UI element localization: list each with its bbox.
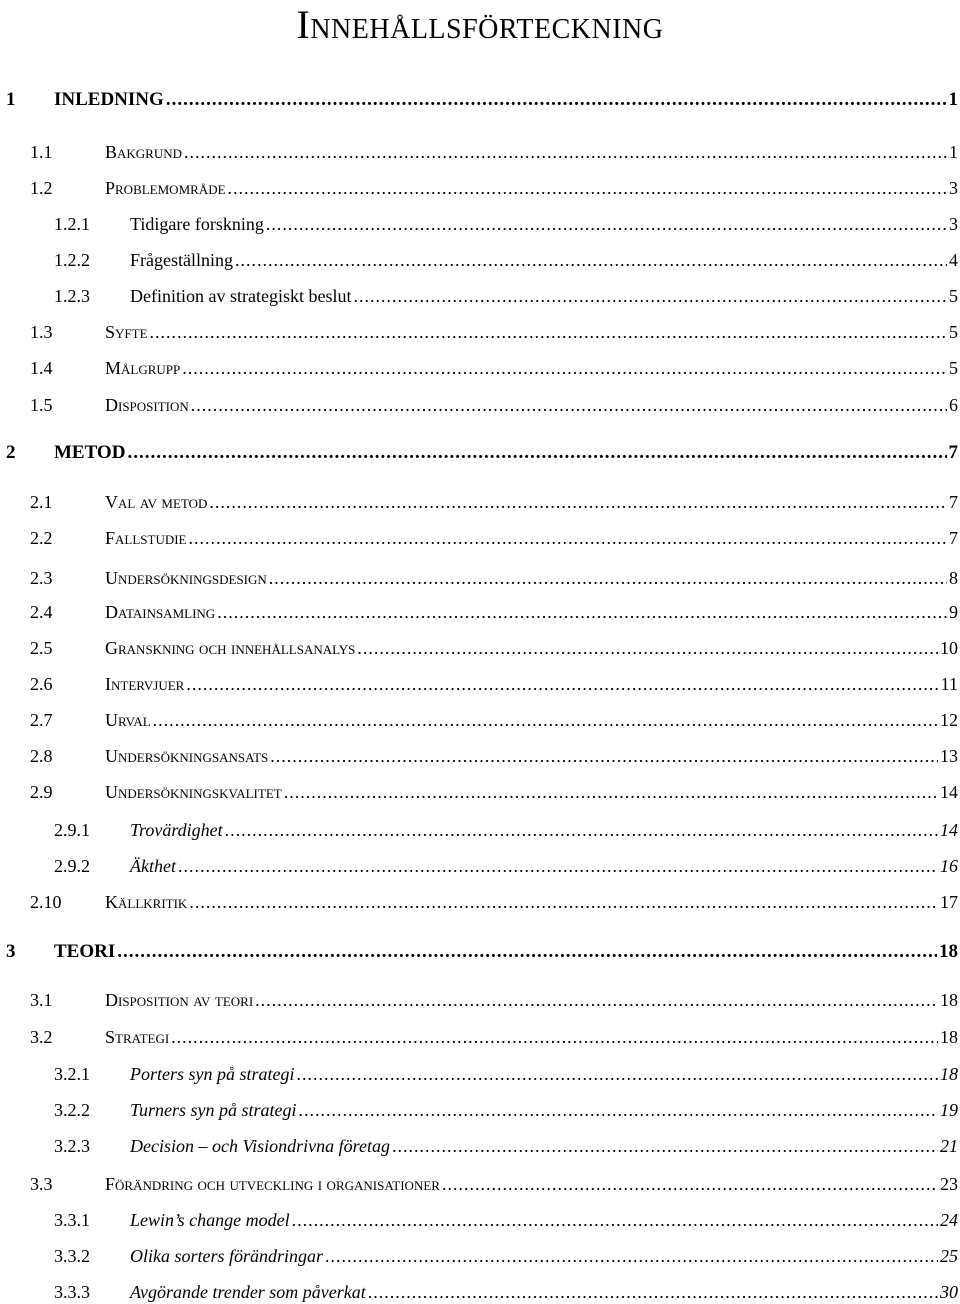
toc-entry-page: 6 — [949, 395, 958, 415]
toc-leader-dots — [270, 744, 938, 768]
toc-leader-dots — [266, 212, 947, 236]
toc-entry-number: 2.10 — [30, 892, 62, 912]
toc-entry-number: 2.9.1 — [54, 820, 90, 840]
toc-entry[interactable] — [30, 744, 958, 768]
toc-entry[interactable] — [54, 1208, 958, 1232]
toc-entry[interactable] — [54, 1244, 958, 1268]
toc-entry-page: 3 — [949, 214, 958, 234]
toc-entry-number: 2.2 — [30, 528, 53, 548]
toc-entry[interactable] — [30, 600, 958, 624]
toc-entry-label: Förändring och utveckling i organisationer — [105, 1174, 440, 1194]
toc-entry-page: 11 — [940, 674, 958, 694]
toc-entry-page: 7 — [948, 442, 958, 463]
toc-entry-label: Undersökningsansats — [105, 746, 269, 766]
toc-entry[interactable] — [30, 526, 958, 550]
toc-entry-number: 3 — [6, 941, 16, 962]
toc-entry[interactable] — [30, 1025, 958, 1049]
toc-leader-dots — [235, 248, 947, 272]
toc-entry-page: 14 — [940, 782, 958, 802]
toc-entry-page: 18 — [939, 941, 958, 962]
toc-entry-number: 2.9.2 — [54, 856, 90, 876]
toc-entry-number: 2 — [6, 442, 16, 463]
toc-entry-number: 3.2.3 — [54, 1136, 90, 1156]
toc-entry-number: 2.1 — [30, 492, 53, 512]
toc-entry-label: Problemområde — [105, 178, 226, 198]
toc-leader-dots — [225, 818, 938, 842]
toc-entry[interactable] — [54, 854, 958, 878]
toc-entry-label: Syfte — [105, 322, 148, 342]
toc-entry[interactable] — [54, 248, 958, 272]
toc-leader-dots — [117, 940, 937, 964]
toc-entry-number: 3.2.2 — [54, 1100, 90, 1120]
toc-leader-dots — [209, 490, 947, 514]
toc-entry-number: 1.2.2 — [54, 250, 90, 270]
toc-entry-page: 18 — [940, 990, 958, 1010]
toc-entry[interactable] — [30, 356, 958, 380]
toc-leader-dots — [357, 636, 938, 660]
toc-entry-page: 10 — [940, 638, 958, 658]
toc-entry[interactable] — [54, 284, 958, 308]
toc-entry-label: Olika sorters förändringar — [130, 1246, 324, 1266]
toc-entry-page: 1 — [949, 142, 958, 162]
toc-leader-dots — [189, 526, 948, 550]
toc-entry-label: Målgrupp — [105, 358, 181, 378]
toc-entry-number: 2.3 — [30, 568, 53, 588]
toc-entry-page: 3 — [949, 178, 958, 198]
toc-entry-number: 2.6 — [30, 674, 53, 694]
toc-entry[interactable] — [6, 940, 958, 964]
toc-entry-label: Urval — [105, 710, 151, 730]
toc-entry-label: Fallstudie — [105, 528, 187, 548]
toc-leader-dots — [297, 1062, 939, 1086]
toc-entry-number: 1.2.3 — [54, 286, 90, 306]
toc-entry-page: 1 — [948, 89, 958, 110]
toc-entry-label: Äkthet — [130, 856, 176, 876]
toc-entry[interactable] — [6, 88, 958, 112]
toc-entry-label: Disposition av teori — [105, 990, 254, 1010]
toc-leader-dots — [127, 441, 946, 465]
toc-leader-dots — [150, 320, 947, 344]
toc-entry-page: 16 — [940, 856, 958, 876]
toc-leader-dots — [442, 1172, 938, 1196]
toc-entry-number: 3.3.3 — [54, 1282, 90, 1302]
toc-entry-page: 7 — [949, 528, 958, 548]
toc-entry[interactable] — [30, 890, 958, 914]
toc-leader-dots — [171, 1025, 938, 1049]
toc-entry-number: 2.4 — [30, 602, 53, 622]
toc-entry[interactable] — [30, 988, 958, 1012]
toc-leader-dots — [228, 176, 947, 200]
toc-entry-page: 21 — [940, 1136, 958, 1156]
toc-entry[interactable] — [30, 780, 958, 804]
toc-entry[interactable] — [54, 1280, 958, 1304]
toc-entry-page: 25 — [940, 1246, 958, 1266]
toc-entry-number: 2.9 — [30, 782, 53, 802]
toc-entry-page: 5 — [949, 358, 958, 378]
toc-entry-label: Intervjuer — [105, 674, 185, 694]
toc-leader-dots — [325, 1244, 938, 1268]
toc-entry-number: 1.2 — [30, 178, 53, 198]
toc-leader-dots — [153, 708, 938, 732]
toc-entry-page: 18 — [940, 1064, 958, 1084]
toc-entry-number: 3.3 — [30, 1174, 53, 1194]
toc-leader-dots — [284, 780, 938, 804]
toc-entry[interactable] — [30, 708, 958, 732]
toc-entry-number: 1 — [6, 89, 16, 110]
toc-leader-dots — [189, 890, 938, 914]
toc-entry-number: 3.3.1 — [54, 1210, 90, 1230]
toc-entry-page: 7 — [949, 492, 958, 512]
toc-entry-number: 1.3 — [30, 322, 53, 342]
toc-entry[interactable] — [30, 566, 958, 590]
toc-entry-page: 14 — [940, 820, 958, 840]
toc-entry-page: 9 — [949, 602, 958, 622]
toc-entry-label: Trovärdighet — [130, 820, 223, 840]
toc-entry-page: 4 — [949, 250, 958, 270]
toc-entry[interactable] — [6, 441, 958, 465]
toc-entry-label: Bakgrund — [105, 142, 183, 162]
toc-entry[interactable] — [30, 490, 958, 514]
toc-entry-page: 5 — [949, 322, 958, 342]
toc-entry-label: METOD — [54, 442, 126, 463]
toc-entry-number: 3.2 — [30, 1027, 53, 1047]
toc-entry-number: 1.1 — [30, 142, 53, 162]
toc-leader-dots — [392, 1134, 938, 1158]
toc-entry-label: Avgörande trender som påverkat — [130, 1282, 366, 1302]
toc-entry-label: Decision – och Visiondrivna företag — [130, 1136, 390, 1156]
toc-leader-dots — [217, 600, 947, 624]
toc-entry-label: Datainsamling — [105, 602, 216, 622]
toc-entry[interactable] — [30, 176, 958, 200]
toc-entry-label: Val av metod — [105, 492, 208, 512]
toc-entry-number: 3.3.2 — [54, 1246, 90, 1266]
toc-entry[interactable] — [30, 140, 958, 164]
toc-entry-page: 8 — [949, 568, 958, 588]
toc-entry-page: 19 — [940, 1100, 958, 1120]
toc-leader-dots — [166, 88, 947, 112]
toc-entry-label: TEORI — [54, 941, 116, 962]
toc-leader-dots — [191, 393, 947, 417]
toc-entry-label: Turners syn på strategi — [130, 1100, 297, 1120]
toc-entry-label: Undersökningsdesign — [105, 568, 267, 588]
toc-leader-dots — [269, 566, 947, 590]
toc-entry[interactable] — [30, 636, 958, 660]
toc-entry-label: Källkritik — [105, 892, 188, 912]
toc-entry[interactable] — [30, 672, 958, 696]
toc-entry-number: 2.5 — [30, 638, 53, 658]
toc-entry-number: 1.5 — [30, 395, 53, 415]
toc-leader-dots — [186, 672, 938, 696]
toc-entry-page: 30 — [940, 1282, 958, 1302]
toc-entry-label: Tidigare forskning — [130, 214, 264, 234]
toc-entry[interactable] — [54, 1098, 958, 1122]
toc-leader-dots — [184, 140, 947, 164]
page-title: Innehållsförteckning — [296, 2, 664, 47]
toc-entry-number: 3.2.1 — [54, 1064, 90, 1084]
toc-entry-label: Strategi — [105, 1027, 170, 1047]
toc-entry-page: 13 — [940, 746, 958, 766]
toc-entry-page: 12 — [940, 710, 958, 730]
toc-leader-dots — [353, 284, 947, 308]
toc-entry[interactable] — [54, 1134, 958, 1158]
toc-entry-number: 1.2.1 — [54, 214, 90, 234]
toc-leader-dots — [255, 988, 938, 1012]
toc-leader-dots — [182, 356, 947, 380]
toc-entry-page: 23 — [940, 1174, 958, 1194]
toc-entry-label: Undersökningskvalitet — [105, 782, 282, 802]
toc-entry-page: 18 — [940, 1027, 958, 1047]
toc-entry[interactable] — [54, 212, 958, 236]
toc-entry[interactable] — [54, 818, 958, 842]
toc-entry-page: 5 — [949, 286, 958, 306]
toc-entry-label: Frågeställning — [130, 250, 233, 270]
toc-leader-dots — [299, 1098, 938, 1122]
toc-entry-number: 1.4 — [30, 358, 53, 378]
toc-entry-number: 3.1 — [30, 990, 53, 1010]
toc-entry[interactable] — [30, 393, 958, 417]
toc-entry-label: Disposition — [105, 395, 189, 415]
toc-entry[interactable] — [30, 320, 958, 344]
toc-entry-label: Porters syn på strategi — [130, 1064, 295, 1084]
toc-leader-dots — [368, 1280, 938, 1304]
toc-entry-number: 2.7 — [30, 710, 53, 730]
toc-entry-page: 24 — [940, 1210, 958, 1230]
toc-entry-label: INLEDNING — [54, 89, 164, 110]
toc-entry-label: Lewin’s change model — [130, 1210, 290, 1230]
toc-entry[interactable] — [30, 1172, 958, 1196]
toc-entry[interactable] — [54, 1062, 958, 1086]
toc-entry-label: Granskning och innehållsanalys — [105, 638, 356, 658]
toc-leader-dots — [178, 854, 938, 878]
toc-entry-number: 2.8 — [30, 746, 53, 766]
toc-entry-label: Definition av strategiskt beslut — [130, 286, 352, 306]
toc-entry-page: 17 — [940, 892, 958, 912]
toc-leader-dots — [292, 1208, 938, 1232]
